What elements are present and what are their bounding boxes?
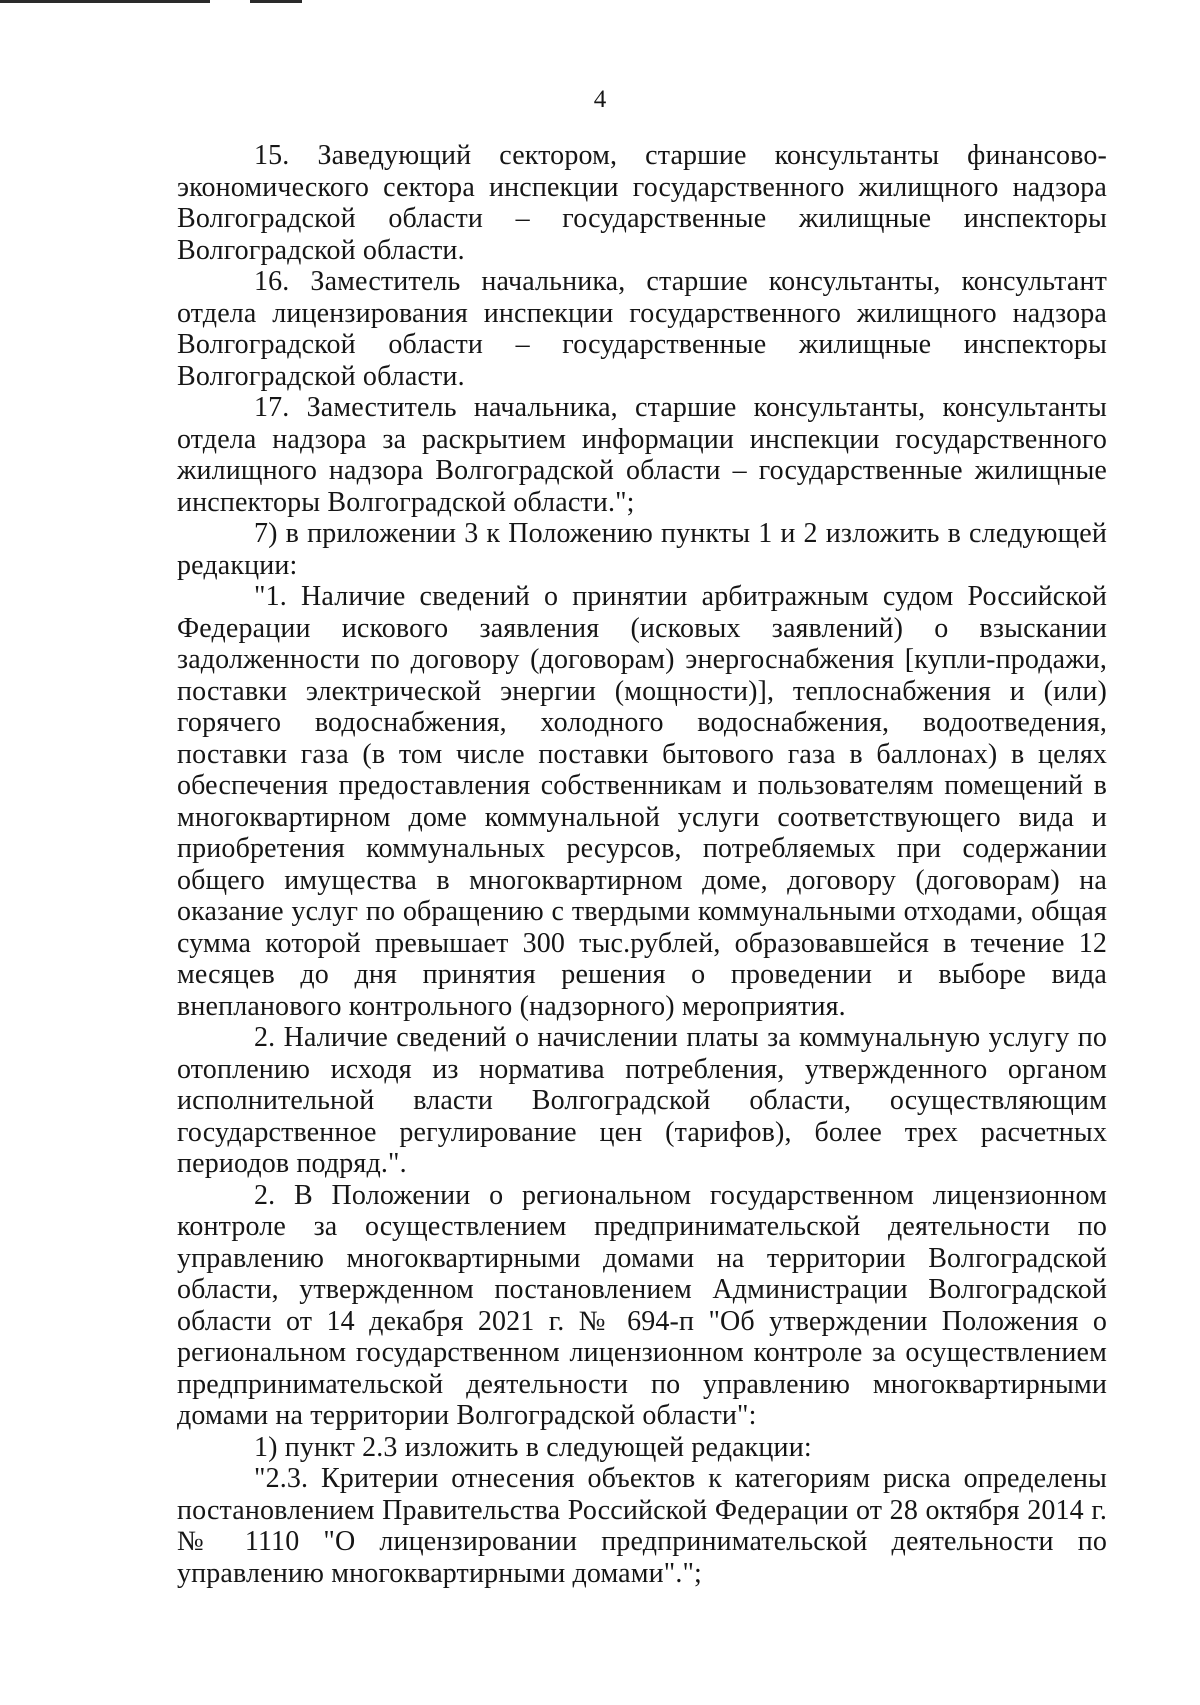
paragraph-criterion-2: 2. Наличие сведений о начислении платы за коммунальную услугу по отоплению исходя из норматива потребления, утвержденного органом исполнительной власти Волгоградской области, осуществляющим государственное регулирование цен (тарифов), более трех расчетных периодов подряд.". — [177, 1022, 1107, 1179]
paragraph-clause-2-3: "2.3. Критерии отнесения объектов к категориям риска определены постановлением Правительства Российской Федерации от 28 октября 2014 г. № 1110 "О лицензировании предпринимательской деятельности по управлению многоквартирными домами"."; — [177, 1463, 1107, 1589]
document-body — [177, 140, 1107, 1589]
paragraph-item-17: 17. Заместитель начальника, старшие консультанты, консультанты отдела надзора за раскрытием информации инспекции государственного жилищного надзора Волгоградской области – государственные жилищные инспекторы Волгоградской области."; — [177, 392, 1107, 518]
paragraph-subitem-1: 1) пункт 2.3 изложить в следующей редакции: — [254, 1431, 812, 1463]
paragraph-criterion-1: "1. Наличие сведений о принятии арбитражным судом Российской Федерации искового заявления (исковых заявлений) о взыскании задолженности по договору (договорам) энергоснабжения [купли-продажи, поставки электрической энергии (мощности)], теплоснабжения и (или) горячего водоснабжения, холодного водоснабжения, водоотведения, поставки газа (в том числе поставки бытового газа в баллонах) в целях обеспечения предоставления собственникам и пользователям помещений в многоквартирном доме коммунальной услуги соответствующего вида и приобретения коммунальных ресурсов, потребляемых при содержании общего имущества в многоквартирном доме, договору (договорам) на оказание услуг по обращению с твердыми коммунальными отходами, общая сумма которой превышает 300 тыс.рублей, образовавшейся в течение 12 месяцев до дня принятия решения о проведении и выборе вида внепланового контрольного (надзорного) мероприятия. — [177, 581, 1107, 1022]
paragraph-item-16: 16. Заместитель начальника, старшие консультанты, консультант отдела лицензирования инспекции государственного жилищного надзора Волгоградской области – государственные жилищные инспекторы Волгоградской области. — [177, 266, 1107, 392]
paragraph-item-15: 15. Заведующий сектором, старшие консультанты финансово-экономического сектора инспекции государственного жилищного надзора Волгоградской области – государственные жилищные инспекторы Волгоградской области. — [177, 140, 1107, 266]
paragraph-amendment-7: 7) в приложении 3 к Положению пункты 1 и 2 изложить в следующей редакции: — [177, 518, 1107, 581]
scan-edge-mark — [0, 0, 210, 3]
page-number: 4 — [593, 86, 607, 113]
paragraph-section-2: 2. В Положении о региональном государственном лицензионном контроле за осуществлением предпринимательской деятельности по управлению многоквартирными домами на территории Волгоградской области, утвержденном постановлением Администрации Волгоградской области от 14 декабря 2021 г. № 694-п "Об утверждении Положения о региональном государственном лицензионном контроле за осуществлением предпринимательской деятельности по управлению многоквартирными домами на территории Волгоградской области": — [177, 1179, 1107, 1431]
scan-edge-mark — [250, 0, 302, 3]
